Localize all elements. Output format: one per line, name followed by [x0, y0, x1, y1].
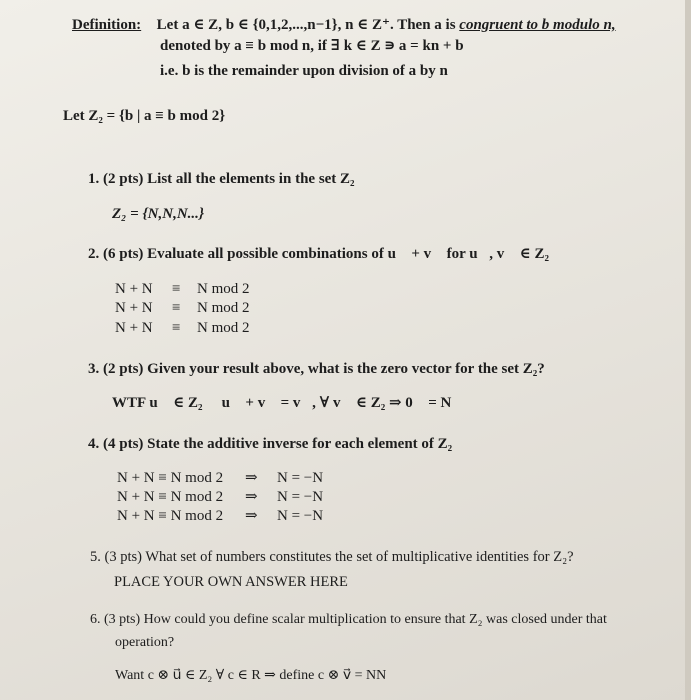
question-2-row	[115, 300, 250, 317]
page-edge-shadow	[685, 0, 691, 700]
definition-term: congruent to b modulo n,	[459, 17, 616, 33]
question-2-row	[115, 281, 250, 298]
row-lhs: N + N ≡ N mod 2	[117, 489, 224, 505]
question-3-prompt: 3. (2 pts) Given your result above, what is the zero vector for the set Z₂?	[88, 361, 545, 377]
question-2-row	[115, 320, 250, 337]
definition-line3: i.e. b is the remainder upon division of a by n	[160, 63, 448, 79]
question-4-row	[117, 506, 323, 525]
implies-icon: ⇒	[245, 470, 258, 486]
row-rhs: N = −N	[277, 470, 324, 486]
row-lhs: N + N ≡ N mod 2	[117, 508, 224, 524]
row-rhs: N = −N	[277, 489, 324, 505]
definition-line1: Let a ∈ Z, b ∈ {0,1,2,...,n−1}, n ∈ Z⁺. Then a is	[156, 17, 460, 33]
row-op: ≡	[172, 281, 181, 297]
definition-line2: denoted by a ≡ b mod n, if ∃ k ∈ Z ∍ a = kn + b	[160, 38, 464, 54]
question-1-answer: Z₂ = {N,N,N...}	[112, 206, 205, 222]
row-op: ≡	[172, 320, 181, 336]
question-1-prompt: 1. (2 pts) List all the elements in the set Z₂	[88, 171, 355, 187]
row-rhs: N = −N	[277, 508, 324, 524]
question-2-prompt: 2. (6 pts) Evaluate all possible combinations of u⃗ + v⃗ for u⃗, v⃗ ∈ Z₂	[88, 246, 550, 262]
row-lhs: N + N ≡ N mod 2	[117, 470, 224, 486]
question-5-answer: PLACE YOUR OWN ANSWER HERE	[114, 574, 348, 590]
definition-block	[72, 16, 616, 34]
row-lhs: N + N	[115, 300, 153, 316]
question-5-prompt: 5. (3 pts) What set of numbers constitutes the set of multiplicative identities for Z₂?	[90, 549, 574, 565]
row-rhs: N mod 2	[197, 300, 250, 316]
question-4-row	[117, 487, 323, 506]
question-4-prompt: 4. (4 pts) State the additive inverse for each element of Z₂	[88, 436, 453, 452]
set-definition: Let Z₂ = {b | a ≡ b mod 2}	[63, 108, 226, 124]
implies-icon: ⇒	[245, 508, 258, 524]
question-6-prompt-line1: 6. (3 pts) How could you define scalar multiplication to ensure that Z₂ was closed under that	[90, 612, 607, 627]
row-lhs: N + N	[115, 281, 153, 297]
row-rhs: N mod 2	[197, 320, 250, 336]
question-4-row	[117, 468, 323, 487]
row-rhs: N mod 2	[197, 281, 250, 297]
question-6-answer: Want c ⊗ u⃗ ∈ Z₂ ∀ c ∈ R ⇒ define c ⊗ v⃗ = NN	[115, 668, 387, 683]
row-lhs: N + N	[115, 320, 153, 336]
question-3-answer: WTF u⃗ ∈ Z₂ ∍ u⃗ + v⃗ = v⃗, ∀ v⃗ ∈ Z₂ ⇒ 0⃗ = N	[112, 395, 452, 411]
question-6-prompt-line2: operation?	[115, 635, 175, 650]
row-op: ≡	[172, 300, 181, 316]
implies-icon: ⇒	[245, 489, 258, 505]
definition-heading: Definition:	[72, 17, 142, 33]
